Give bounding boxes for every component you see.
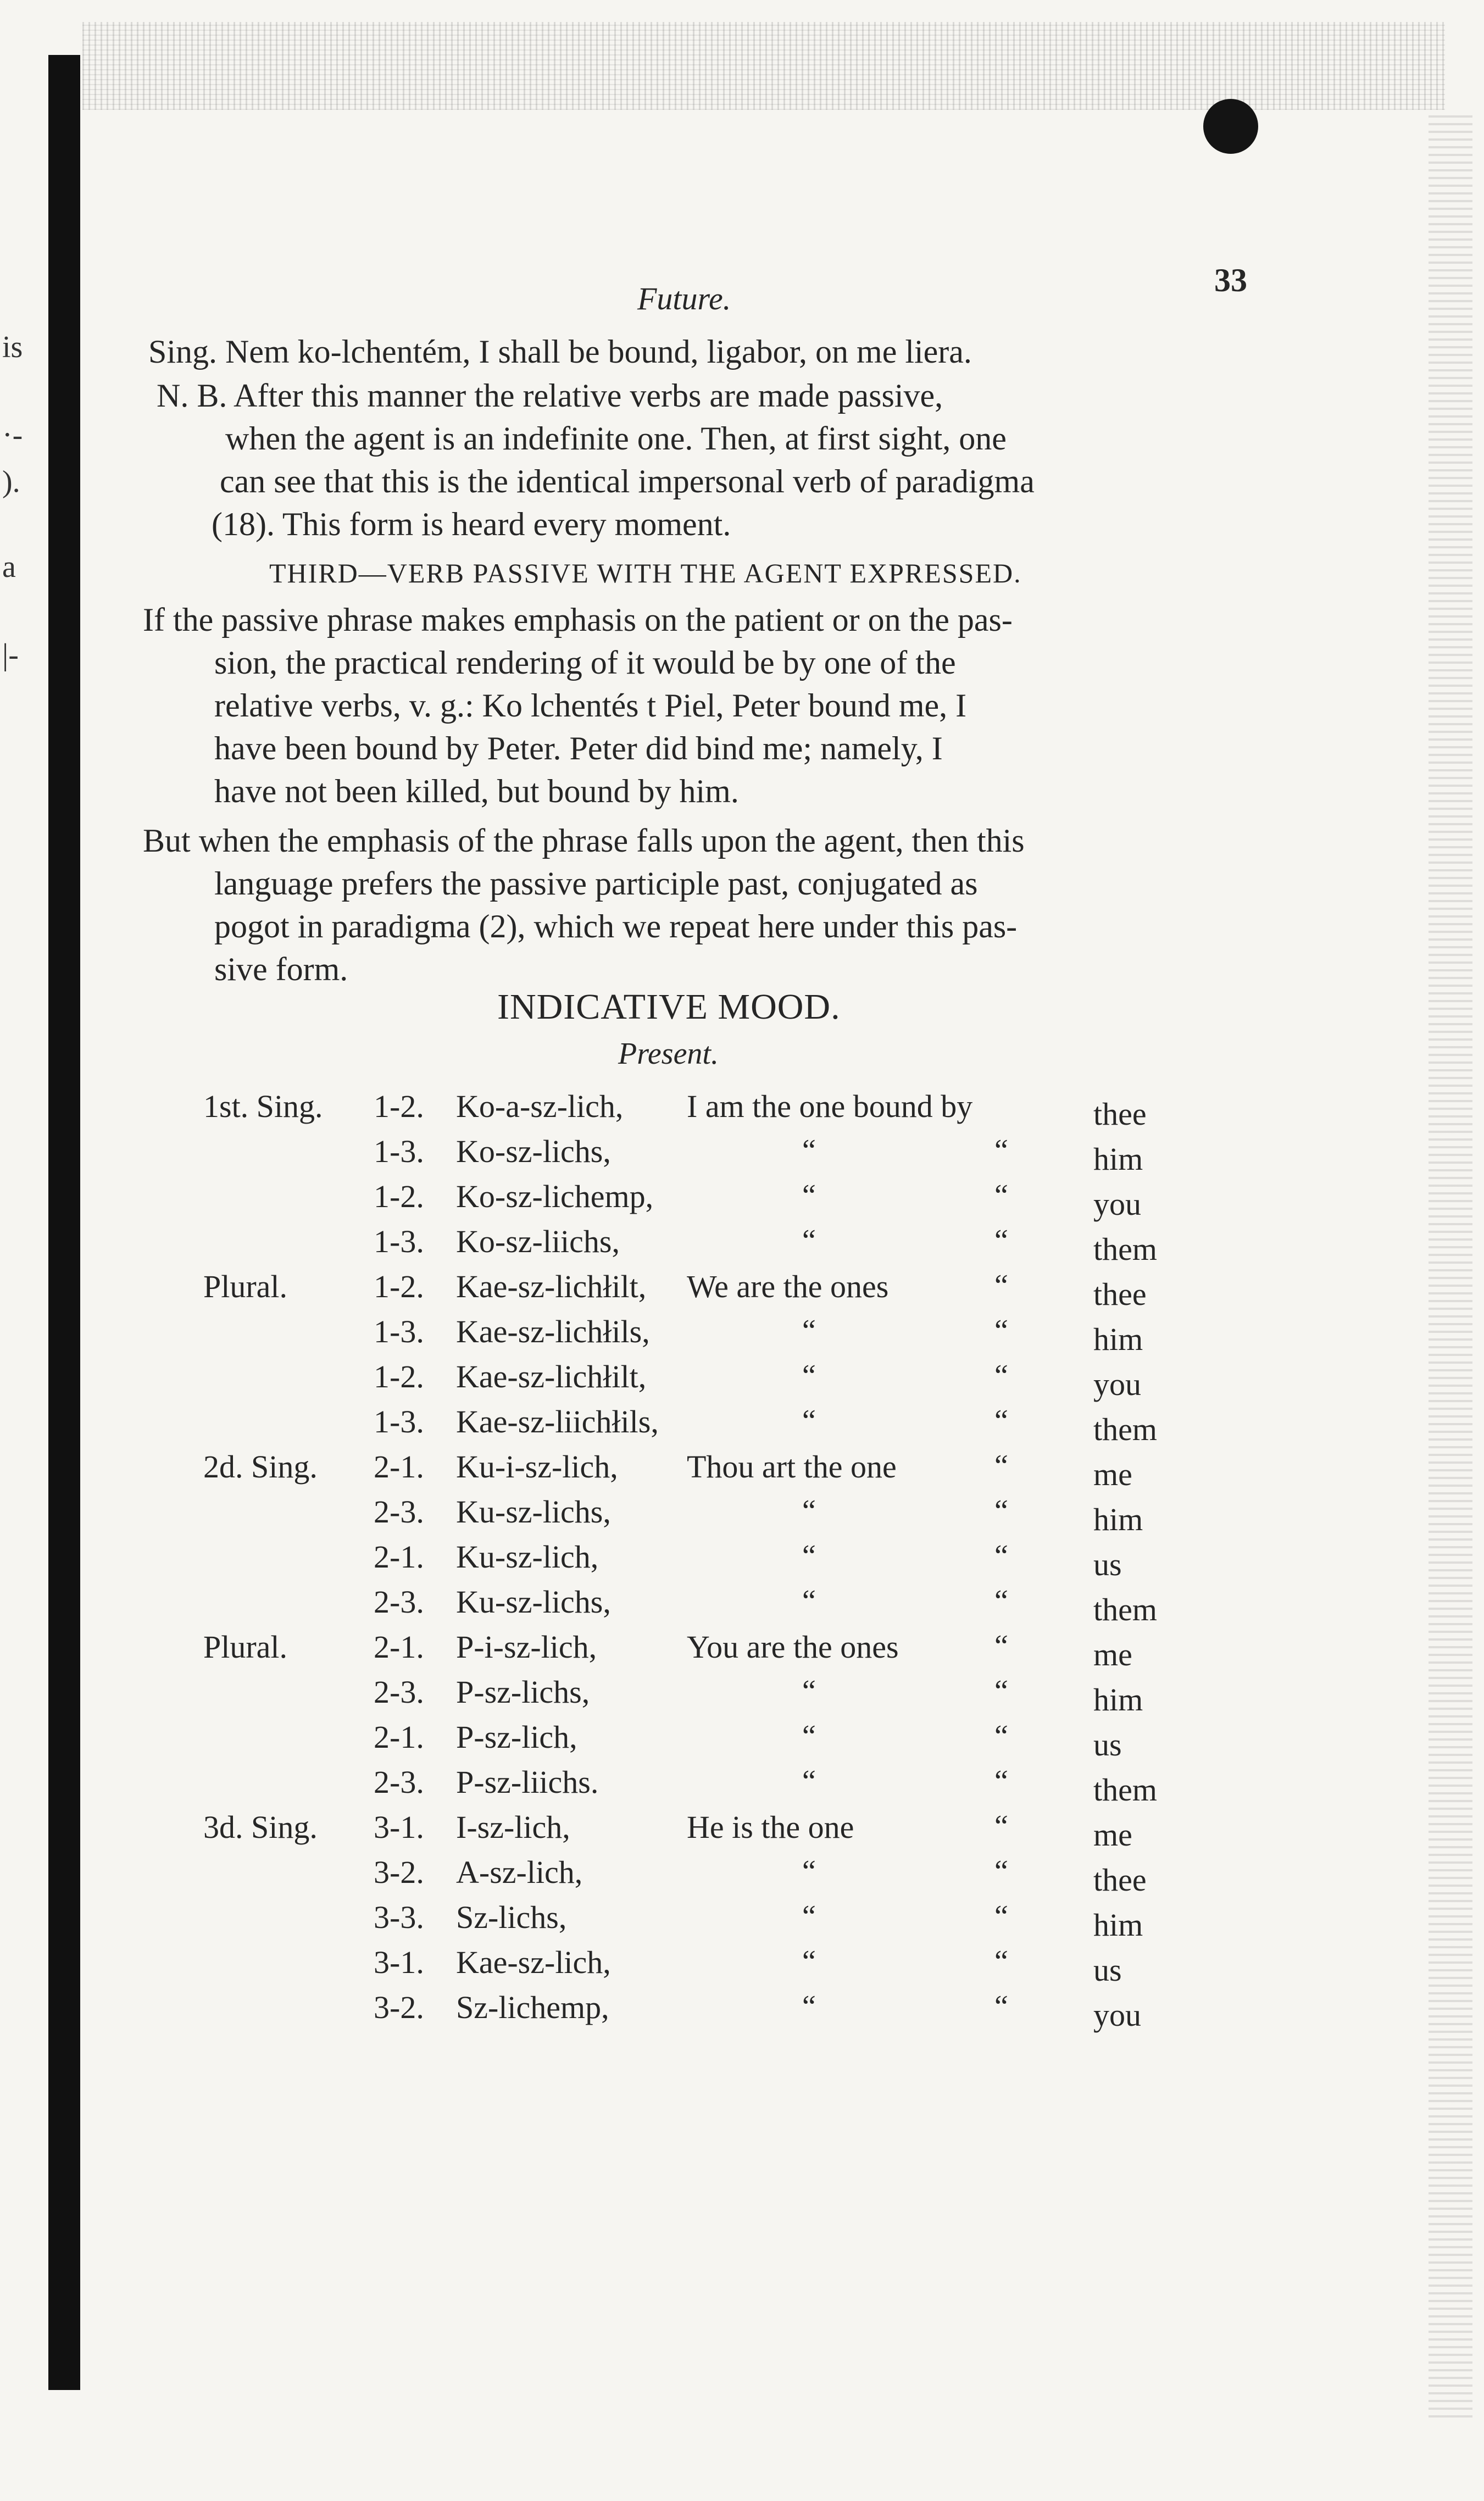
binding-edge — [48, 55, 80, 2390]
conjugation-num: 1-3. — [374, 1314, 424, 1349]
conjugation-num: 2-1. — [374, 1449, 424, 1485]
conjugation-ditto1: “ — [802, 1133, 816, 1168]
conjugation-meaning: He is the one — [687, 1809, 854, 1845]
conjugation-ditto2: “ — [994, 1449, 1008, 1483]
future-heading: Future. — [637, 281, 731, 316]
conjugation-ditto1: “ — [802, 1674, 816, 1708]
conjugation-word: Ko-a-sz-lich, — [456, 1088, 624, 1124]
conjugation-pron: you — [1093, 1997, 1141, 2033]
conjugation-ditto2: “ — [994, 1133, 1008, 1168]
conjugation-ditto1: “ — [802, 1899, 816, 1933]
conjugation-ditto2: “ — [994, 1584, 1008, 1618]
conjugation-ditto2: “ — [994, 1854, 1008, 1888]
conjugation-ditto1: “ — [802, 1224, 816, 1258]
conjugation-ditto2: “ — [994, 1539, 1008, 1573]
conjugation-word: Ku-sz-lichs, — [456, 1584, 611, 1620]
conjugation-label: 2d. Sing. — [203, 1449, 318, 1485]
conjugation-ditto2: “ — [994, 1989, 1008, 2024]
conjugation-pron: me — [1093, 1637, 1132, 1672]
conjugation-pron: thee — [1093, 1096, 1147, 1132]
conjugation-ditto2: “ — [994, 1629, 1008, 1663]
conjugation-ditto1: “ — [802, 1989, 816, 2024]
conjugation-word: Ku-sz-lich, — [456, 1539, 599, 1575]
conjugation-pron: them — [1093, 1411, 1157, 1447]
paragraph-line: have not been killed, but bound by him. — [214, 773, 739, 809]
conjugation-word: P-sz-lich, — [456, 1719, 577, 1755]
conjugation-label: 3d. Sing. — [203, 1809, 318, 1845]
conjugation-num: 1-2. — [374, 1179, 424, 1214]
paragraph-line: sion, the practical rendering of it would be by one of the — [214, 644, 956, 681]
conjugation-ditto1: “ — [802, 1494, 816, 1528]
margin-fragment: |- — [2, 638, 19, 672]
paragraph-line: If the passive phrase makes emphasis on the patient or on the pas- — [143, 602, 1013, 638]
conjugation-num: 2-3. — [374, 1584, 424, 1620]
conjugation-pron: me — [1093, 1457, 1132, 1492]
conjugation-num: 3-3. — [374, 1899, 424, 1935]
conjugation-meaning: We are the ones — [687, 1269, 889, 1304]
conjugation-ditto2: “ — [994, 1359, 1008, 1393]
conjugation-ditto2: “ — [994, 1269, 1008, 1303]
conjugation-ditto1: “ — [802, 1404, 816, 1438]
paragraph-line: language prefers the passive participle past, conjugated as — [214, 865, 978, 902]
conjugation-ditto2: “ — [994, 1719, 1008, 1753]
paragraph-line: sive form. — [214, 951, 348, 987]
conjugation-num: 3-1. — [374, 1809, 424, 1845]
conjugation-word: P-sz-liichs. — [456, 1764, 599, 1800]
conjugation-num: 1-2. — [374, 1359, 424, 1394]
paragraph-line: can see that this is the identical impersonal verb of paradigma — [220, 463, 1035, 499]
conjugation-num: 1-2. — [374, 1269, 424, 1304]
conjugation-word: Kae-sz-lichłilt, — [456, 1269, 647, 1304]
conjugation-pron: us — [1093, 1952, 1122, 1988]
conjugation-num: 2-1. — [374, 1539, 424, 1575]
conjugation-ditto2: “ — [994, 1899, 1008, 1933]
conjugation-num: 1-3. — [374, 1133, 424, 1169]
conjugation-ditto1: “ — [802, 1314, 816, 1348]
conjugation-num: 3-1. — [374, 1944, 424, 1980]
conjugation-num: 1-2. — [374, 1088, 424, 1124]
section-heading: THIRD—VERB PASSIVE WITH THE AGENT EXPRESSED. — [269, 558, 1022, 588]
paragraph-line: (18). This form is heard every moment. — [212, 506, 731, 542]
page-number: 33 — [1214, 262, 1247, 298]
conjugation-num: 2-3. — [374, 1764, 424, 1800]
scan-noise-top — [82, 22, 1445, 110]
conjugation-label: Plural. — [203, 1629, 288, 1665]
conjugation-ditto2: “ — [994, 1674, 1008, 1708]
conjugation-meaning: Thou art the one — [687, 1449, 897, 1485]
conjugation-pron: them — [1093, 1592, 1157, 1627]
conjugation-ditto1: “ — [802, 1539, 816, 1573]
present-heading: Present. — [618, 1037, 719, 1071]
conjugation-ditto2: “ — [994, 1494, 1008, 1528]
conjugation-num: 3-2. — [374, 1854, 424, 1890]
conjugation-meaning: You are the ones — [687, 1629, 899, 1665]
paragraph-line: Sing. Nem ko-lchentém, I shall be bound, ligabor, on me liera. — [148, 334, 972, 370]
conjugation-pron: me — [1093, 1817, 1132, 1853]
conjugation-num: 2-1. — [374, 1629, 424, 1665]
conjugation-ditto1: “ — [802, 1359, 816, 1393]
conjugation-pron: us — [1093, 1727, 1122, 1763]
conjugation-pron: thee — [1093, 1862, 1147, 1898]
paragraph-line: N. B. After this manner the relative verbs are made passive, — [157, 377, 943, 414]
conjugation-label: 1st. Sing. — [203, 1088, 323, 1124]
conjugation-ditto2: “ — [994, 1224, 1008, 1258]
conjugation-pron: you — [1093, 1186, 1141, 1222]
conjugation-pron: him — [1093, 1141, 1143, 1177]
conjugation-ditto2: “ — [994, 1404, 1008, 1438]
conjugation-ditto2: “ — [994, 1179, 1008, 1213]
conjugation-ditto1: “ — [802, 1584, 816, 1618]
conjugation-ditto1: “ — [802, 1719, 816, 1753]
conjugation-word: Kae-sz-lich, — [456, 1944, 611, 1980]
conjugation-word: Ko-sz-lichs, — [456, 1133, 611, 1169]
conjugation-word: I-sz-lich, — [456, 1809, 570, 1845]
margin-fragment: a — [2, 550, 16, 584]
conjugation-pron: thee — [1093, 1276, 1147, 1312]
conjugation-ditto1: “ — [802, 1944, 816, 1978]
conjugation-num: 3-2. — [374, 1989, 424, 2025]
conjugation-pron: him — [1093, 1321, 1143, 1357]
conjugation-pron: you — [1093, 1366, 1141, 1402]
conjugation-num: 1-3. — [374, 1224, 424, 1259]
conjugation-num: 1-3. — [374, 1404, 424, 1440]
paragraph-line: pogot in paradigma (2), which we repeat here under this pas- — [214, 908, 1018, 944]
conjugation-word: Kae-sz-lichłils, — [456, 1314, 650, 1349]
conjugation-ditto1: “ — [802, 1764, 816, 1798]
paragraph-line: have been bound by Peter. Peter did bind me; namely, I — [214, 730, 943, 766]
conjugation-label: Plural. — [203, 1269, 288, 1304]
conjugation-pron: them — [1093, 1231, 1157, 1267]
conjugation-pron: him — [1093, 1907, 1143, 1943]
conjugation-pron: us — [1093, 1547, 1122, 1582]
conjugation-ditto1: “ — [802, 1179, 816, 1213]
conjugation-ditto2: “ — [994, 1944, 1008, 1978]
paragraph-line: when the agent is an indefinite one. Then, at first sight, one — [225, 420, 1007, 457]
conjugation-ditto2: “ — [994, 1809, 1008, 1843]
conjugation-word: Ku-sz-lichs, — [456, 1494, 611, 1530]
conjugation-word: Ku-i-sz-lich, — [456, 1449, 618, 1485]
conjugation-pron: him — [1093, 1682, 1143, 1718]
conjugation-word: Sz-lichemp, — [456, 1989, 609, 2025]
paragraph-line: But when the emphasis of the phrase falls upon the agent, then this — [143, 822, 1025, 859]
margin-fragment: ). — [2, 465, 20, 499]
conjugation-word: Ko-sz-liichs, — [456, 1224, 620, 1259]
conjugation-word: A-sz-lich, — [456, 1854, 583, 1890]
conjugation-num: 2-3. — [374, 1494, 424, 1530]
conjugation-word: P-sz-lichs, — [456, 1674, 590, 1710]
scan-noise-edge — [1429, 110, 1472, 2417]
margin-fragment: ·- — [2, 418, 23, 452]
conjugation-pron: them — [1093, 1772, 1157, 1808]
ink-blot — [1203, 99, 1258, 154]
conjugation-word: Kae-sz-lichłilt, — [456, 1359, 647, 1394]
conjugation-ditto2: “ — [994, 1764, 1008, 1798]
conjugation-meaning: I am the one bound by — [687, 1088, 973, 1124]
conjugation-pron: him — [1093, 1502, 1143, 1537]
indicative-mood-heading: INDICATIVE MOOD. — [497, 987, 841, 1027]
conjugation-word: Sz-lichs, — [456, 1899, 567, 1935]
conjugation-ditto1: “ — [802, 1854, 816, 1888]
conjugation-num: 2-3. — [374, 1674, 424, 1710]
conjugation-ditto2: “ — [994, 1314, 1008, 1348]
paragraph-line: relative verbs, v. g.: Ko lchentés t Piel, Peter bound me, I — [214, 687, 967, 724]
margin-fragment: is — [2, 330, 23, 364]
conjugation-word: P-i-sz-lich, — [456, 1629, 597, 1665]
conjugation-num: 2-1. — [374, 1719, 424, 1755]
conjugation-word: Kae-sz-liichłils, — [456, 1404, 659, 1440]
conjugation-word: Ko-sz-lichemp, — [456, 1179, 654, 1214]
